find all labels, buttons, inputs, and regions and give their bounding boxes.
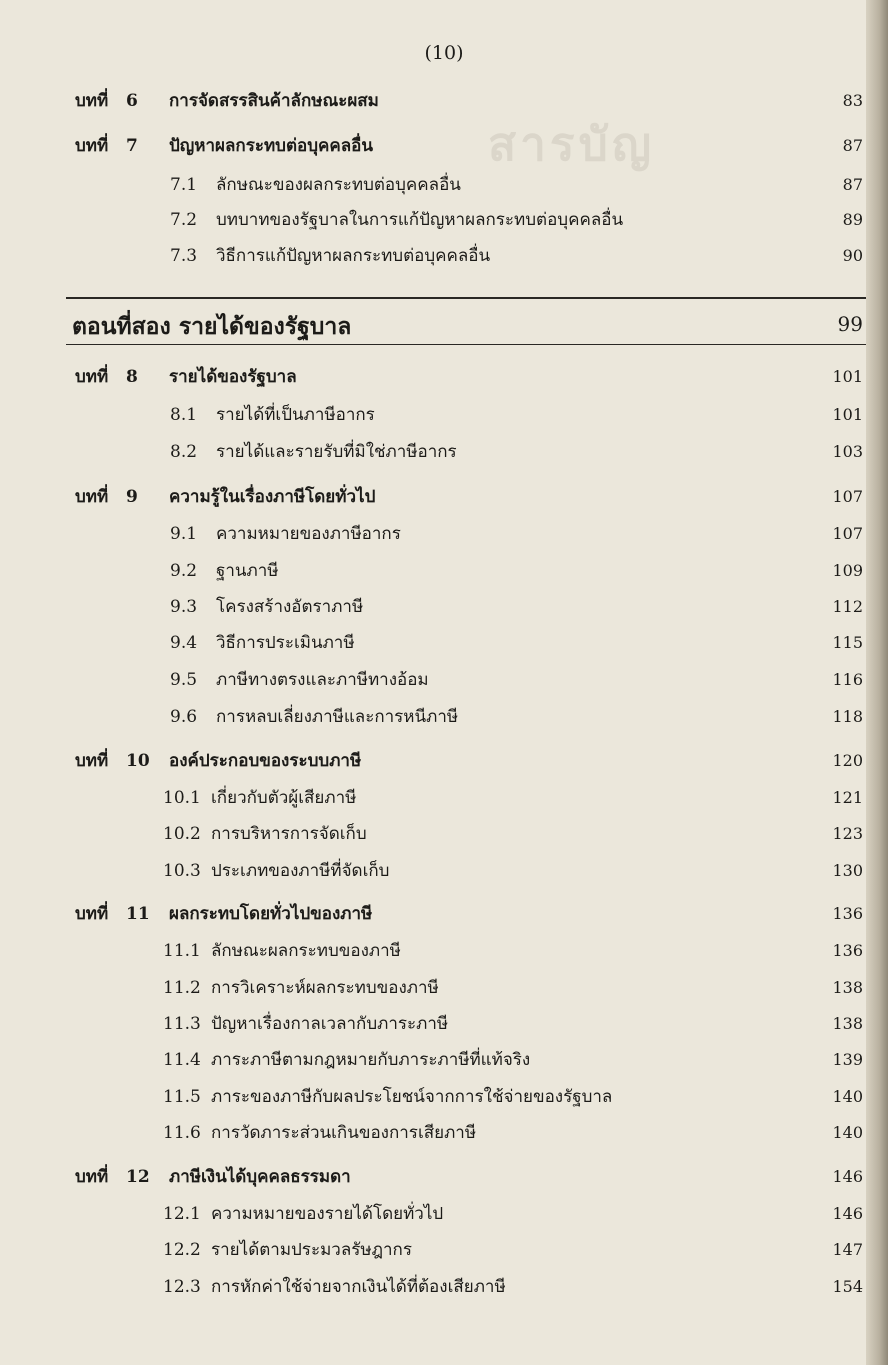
section-title: ความหมายของรายได้โดยทั่วไป [211, 1204, 444, 1224]
section-title: รายได้และรายรับที่มิใช่ภาษีอากร [216, 442, 457, 462]
toc-section-11-3 [0, 1009, 888, 1039]
section-number: 9.3 [170, 597, 198, 617]
section-title: โครงสร้างอัตราภาษี [216, 597, 364, 617]
chapter-label: บทที่ [75, 91, 109, 111]
section-number: 11.3 [163, 1014, 201, 1034]
page-ref: 139 [832, 1050, 863, 1069]
chapter-label: บทที่ [75, 136, 109, 156]
chapter-number: 12 [126, 1167, 150, 1187]
page-ref: 121 [832, 788, 863, 807]
chapter-title: ภาษีเงินได้บุคคลธรรมดา [169, 1167, 351, 1187]
section-number: 11.1 [163, 941, 201, 961]
page-ref: 136 [832, 941, 863, 960]
chapter-title: ความรู้ในเรื่องภาษีโดยทั่วไป [169, 487, 376, 507]
page-ref: 115 [832, 633, 863, 652]
chapter-number: 8 [126, 367, 138, 387]
chapter-label: บทที่ [75, 1167, 109, 1187]
page-ref: 130 [832, 861, 863, 880]
toc-section-9-2 [0, 556, 888, 586]
toc-section-10-2 [0, 819, 888, 849]
part-two-page: 99 [837, 312, 863, 336]
toc-section-11-5 [0, 1082, 888, 1112]
section-number: 9.1 [170, 524, 198, 544]
section-title: การวิเคราะห์ผลกระทบของภาษี [211, 978, 439, 998]
section-number: 8.1 [170, 405, 198, 425]
toc-section-8-1 [0, 400, 888, 430]
page-ref: 154 [832, 1277, 863, 1296]
chapter-title: รายได้ของรัฐบาล [169, 367, 297, 387]
chapter-label: บทที่ [75, 367, 109, 387]
section-number: 12.2 [163, 1240, 201, 1260]
section-title: รายได้ที่เป็นภาษีอากร [216, 405, 375, 425]
page-ref: 136 [832, 904, 863, 923]
page-ref: 87 [842, 175, 863, 194]
section-title: การวัดภาระส่วนเกินของการเสียภาษี [211, 1123, 477, 1143]
toc-section-11-6 [0, 1118, 888, 1148]
page-ref: 138 [832, 1014, 863, 1033]
page-ref: 90 [842, 246, 863, 265]
toc-chapter-8 [0, 362, 888, 392]
section-number: 8.2 [170, 442, 198, 462]
section-title: การบริหารการจัดเก็บ [211, 824, 367, 844]
chapter-number: 6 [126, 91, 138, 111]
section-number: 9.2 [170, 561, 198, 581]
section-number: 9.4 [170, 633, 198, 653]
toc-chapter-12 [0, 1162, 888, 1192]
section-title: ปัญหาเรื่องกาลเวลากับภาระภาษี [211, 1014, 449, 1034]
chapter-number: 10 [126, 751, 150, 771]
page-ref: 147 [832, 1240, 863, 1259]
toc-section-11-4 [0, 1045, 888, 1075]
page-ref: 140 [832, 1123, 863, 1142]
toc-section-8-2 [0, 437, 888, 467]
page-ref: 116 [832, 670, 863, 689]
section-number: 11.6 [163, 1123, 201, 1143]
section-title: ความหมายของภาษีอากร [216, 524, 401, 544]
page-ref: 138 [832, 978, 863, 997]
part-two-title: ตอนที่สอง รายได้ของรัฐบาล [72, 313, 352, 340]
toc-section-9-5 [0, 665, 888, 695]
section-title: ภาษีทางตรงและภาษีทางอ้อม [216, 670, 429, 690]
section-number: 7.1 [170, 175, 198, 195]
toc-chapter-7 [0, 131, 888, 161]
section-title: การหลบเลี่ยงภาษีและการหนีภาษี [216, 707, 459, 727]
section-number: 7.2 [170, 210, 198, 230]
toc-section-7-3 [0, 241, 888, 271]
toc-section-7-1 [0, 170, 888, 200]
toc-section-12-1 [0, 1199, 888, 1229]
section-title: ฐานภาษี [216, 561, 279, 581]
chapter-title: การจัดสรรสินค้าลักษณะผสม [169, 91, 379, 111]
page-ref: 146 [832, 1167, 863, 1186]
page-ref: 146 [832, 1204, 863, 1223]
toc-chapter-6 [0, 86, 888, 116]
page-ref: 112 [832, 597, 863, 616]
toc-section-10-1 [0, 783, 888, 813]
section-title: รายได้ตามประมวลรัษฎากร [211, 1240, 412, 1260]
chapter-title: องค์ประกอบของระบบภาษี [169, 751, 362, 771]
toc-chapter-11 [0, 899, 888, 929]
toc-section-11-2 [0, 973, 888, 1003]
section-title: การหักค่าใช้จ่ายจากเงินได้ที่ต้องเสียภาษี [211, 1277, 506, 1297]
chapter-title: ปัญหาผลกระทบต่อบุคคลอื่น [169, 136, 373, 156]
toc-section-12-2 [0, 1235, 888, 1265]
section-title: ลักษณะของผลกระทบต่อบุคคลอื่น [216, 175, 461, 195]
section-number: 11.2 [163, 978, 201, 998]
toc-chapter-10 [0, 746, 888, 776]
section-number: 7.3 [170, 246, 198, 266]
section-number: 10.1 [163, 788, 201, 808]
chapter-number: 11 [126, 904, 150, 924]
section-number: 10.3 [163, 861, 201, 881]
section-title: เกี่ยวกับตัวผู้เสียภาษี [211, 788, 357, 808]
toc-section-9-3 [0, 592, 888, 622]
page-ref: 101 [832, 405, 863, 424]
section-title: วิธีการประเมินภาษี [216, 633, 355, 653]
section-number: 10.2 [163, 824, 201, 844]
toc-section-11-1 [0, 936, 888, 966]
toc-chapter-9 [0, 482, 888, 512]
section-title: บทบาทของรัฐบาลในการแก้ปัญหาผลกระทบต่อบุคคลอื่น [216, 210, 624, 230]
bleed-through-text: สารบัญ [488, 117, 656, 171]
page-ref: 87 [842, 136, 863, 155]
page-ref: 83 [842, 91, 863, 110]
toc-section-12-3 [0, 1272, 888, 1302]
section-number: 9.5 [170, 670, 198, 690]
section-number: 12.3 [163, 1277, 201, 1297]
toc-section-9-6 [0, 702, 888, 732]
page-ref: 140 [832, 1087, 863, 1106]
page-ref: 107 [832, 487, 863, 506]
section-number: 9.6 [170, 707, 198, 727]
page-ref: 120 [832, 751, 863, 770]
page-ref: 123 [832, 824, 863, 843]
page-ref: 118 [832, 707, 863, 726]
chapter-title: ผลกระทบโดยทั่วไปของภาษี [169, 904, 373, 924]
section-title: ลักษณะผลกระทบของภาษี [211, 941, 401, 961]
toc-section-9-4 [0, 628, 888, 658]
section-title: วิธีการแก้ปัญหาผลกระทบต่อบุคคลอื่น [216, 246, 491, 266]
page-ref: 107 [832, 524, 863, 543]
toc-section-9-1 [0, 519, 888, 549]
chapter-label: บทที่ [75, 487, 109, 507]
section-title: ภาระของภาษีกับผลประโยชน์จากการใช้จ่ายของรัฐบาล [211, 1087, 613, 1107]
section-number: 12.1 [163, 1204, 201, 1224]
page-ref: 89 [842, 210, 863, 229]
section-title: ประเภทของภาษีที่จัดเก็บ [211, 861, 390, 881]
section-number: 11.4 [163, 1050, 201, 1070]
page-ref: 101 [832, 367, 863, 386]
chapter-label: บทที่ [75, 904, 109, 924]
chapter-label: บทที่ [75, 751, 109, 771]
chapter-number: 9 [126, 487, 138, 507]
section-number: 11.5 [163, 1087, 201, 1107]
chapter-number: 7 [126, 136, 138, 156]
page-number: (10) [424, 42, 464, 64]
section-title: ภาระภาษีตามกฎหมายกับภาระภาษีที่แท้จริง [211, 1050, 531, 1070]
page-ref: 109 [832, 561, 863, 580]
part-bottom-rule [66, 344, 866, 345]
toc-section-7-2 [0, 205, 888, 235]
part-top-rule [66, 297, 866, 299]
page-ref: 103 [832, 442, 863, 461]
toc-section-10-3 [0, 856, 888, 886]
